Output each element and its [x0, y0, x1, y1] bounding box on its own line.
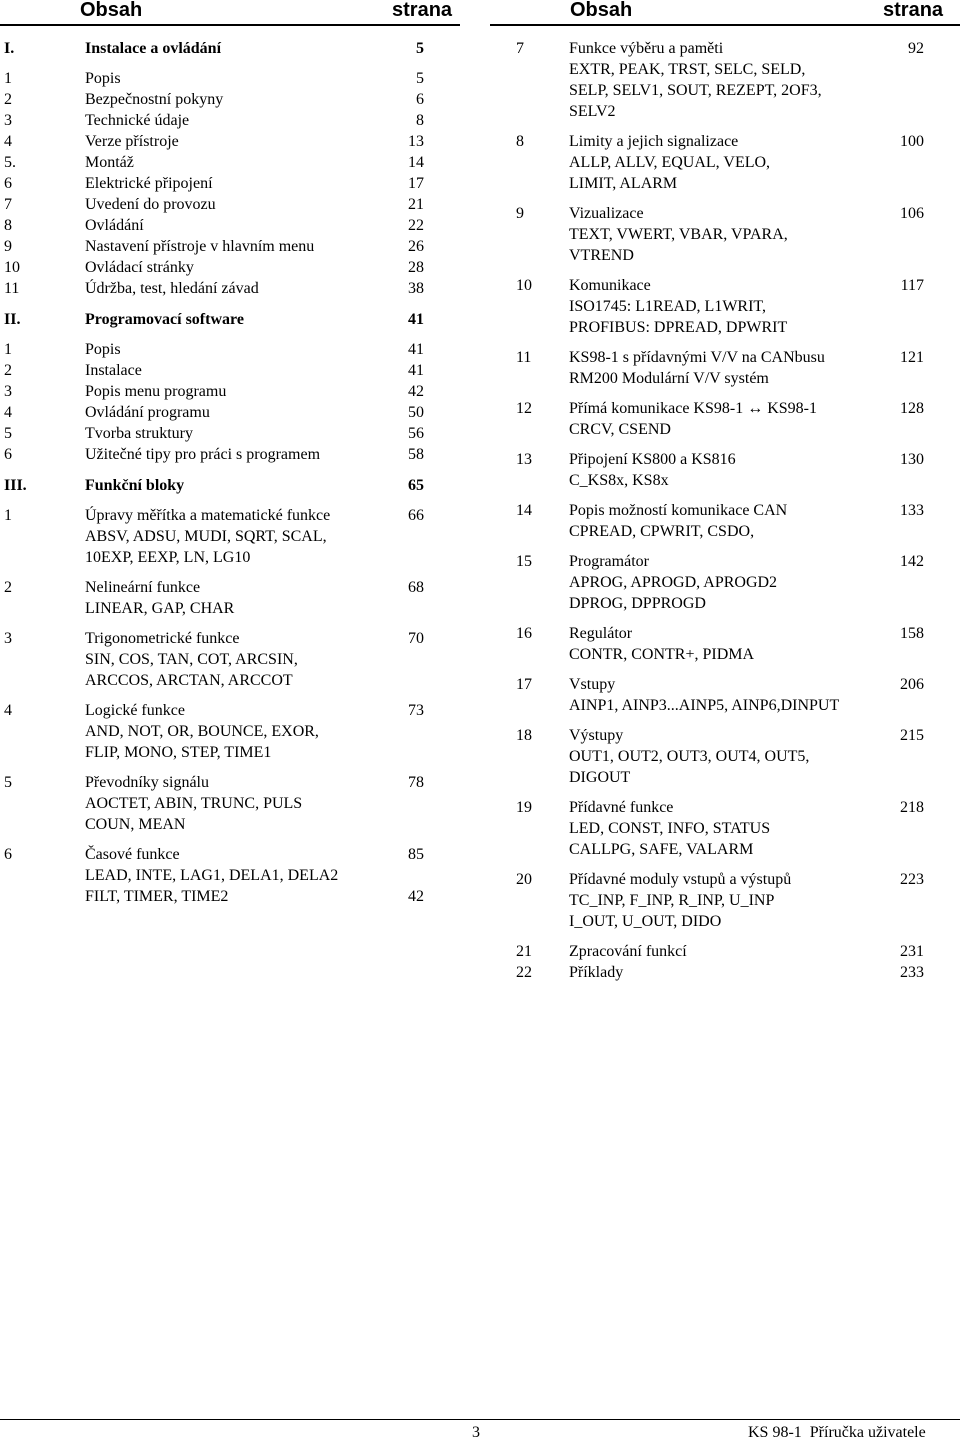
entry-page: 231	[900, 943, 924, 960]
right-header-strana: strana	[883, 0, 944, 21]
entry-subtitle: AND, NOT, OR, BOUNCE, EXOR,	[85, 723, 319, 740]
entry-title	[85, 257, 194, 278]
entry-page: 21	[408, 196, 424, 213]
entry-title-text: Nelineární funkce	[85, 579, 201, 596]
entry-page: 142	[900, 553, 924, 570]
entry-subtitle: CRCV, CSEND	[569, 421, 671, 438]
entry-subtitle: SIN, COS, TAN, COT, ARCSIN,	[85, 651, 298, 668]
entry-title	[85, 278, 259, 299]
entry-number: 2	[4, 91, 12, 108]
entry-title	[569, 38, 822, 122]
entry-title	[85, 772, 302, 835]
section-roman: I.	[4, 40, 15, 57]
entry-title-text: Uvedení do provozu	[85, 196, 216, 213]
entry-number: 17	[516, 676, 532, 693]
footer-page-number: 3	[472, 1424, 480, 1441]
toc-entry	[516, 674, 926, 716]
entry-page: 206	[900, 676, 924, 693]
entry-page: 50	[408, 404, 424, 421]
entry-title-text: Ovládání	[85, 217, 144, 234]
section-roman: III.	[4, 477, 27, 494]
entry-title	[85, 339, 121, 360]
entry-page: 106	[900, 205, 924, 222]
entry-subtitle: C_KS8x, KS8x	[569, 472, 669, 489]
entry-title	[569, 797, 770, 860]
entry-number: 9	[516, 205, 524, 222]
entry-subtitle: APROG, APROGD, APROGD2	[569, 574, 778, 591]
toc-entry	[4, 339, 434, 360]
entry-title	[569, 623, 754, 665]
entry-title-text: Technické údaje	[85, 112, 190, 129]
entry-title	[85, 381, 226, 402]
entry-subtitle: OUT1, OUT2, OUT3, OUT4, OUT5,	[569, 748, 810, 765]
entry-page: 17	[408, 175, 424, 192]
left-header-rule	[0, 24, 460, 26]
toc-entry	[4, 700, 434, 763]
footer-rule	[0, 1419, 960, 1420]
entry-number: 1	[4, 70, 12, 87]
entry-page: 92	[908, 40, 924, 57]
entry-page: 158	[900, 625, 924, 642]
entry-title	[85, 173, 213, 194]
entry-title-text: Přímá komunikace KS98-1 ↔ KS98-1	[569, 400, 817, 417]
entry-page: 8	[416, 112, 424, 129]
entry-title-text: Vizualizace	[569, 205, 644, 222]
entry-subtitle: I_OUT, U_OUT, DIDO	[569, 913, 722, 930]
left-header-obsah: Obsah	[80, 0, 143, 21]
entry-title	[569, 941, 687, 962]
entry-title-text: Přídavné moduly vstupů a výstupů	[569, 871, 792, 888]
entry-title-text: Převodníky signálu	[85, 774, 209, 791]
toc-entry	[516, 449, 926, 491]
toc-entry	[4, 131, 434, 152]
entry-page: 73	[408, 702, 424, 719]
entry-subtitle: LINEAR, GAP, CHAR	[85, 600, 235, 617]
entry-title-text: Užitečné tipy pro práci s programem	[85, 446, 321, 463]
entry-page: 128	[900, 400, 924, 417]
section-page: 5	[416, 40, 424, 57]
entry-title	[85, 110, 189, 131]
entry-number: 5	[4, 425, 12, 442]
entry-page: 41	[408, 341, 424, 358]
entry-title-text: Přídavné funkce	[569, 799, 674, 816]
entry-number: 2	[4, 362, 12, 379]
entry-subtitle: DPROG, DPPROGD	[569, 595, 706, 612]
entry-title-text: Programátor	[569, 553, 649, 570]
entry-subtitle: VTREND	[569, 247, 634, 264]
entry-subtitle: RM200 Modulární V/V systém	[569, 370, 769, 387]
entry-title	[85, 577, 234, 619]
entry-number: 12	[516, 400, 532, 417]
toc-entry	[516, 962, 926, 983]
entry-number: 13	[516, 451, 532, 468]
entry-title	[85, 844, 338, 907]
toc-entry	[4, 423, 434, 444]
entry-page: 215	[900, 727, 924, 744]
toc-entry	[516, 941, 926, 962]
entry-page: 14	[408, 154, 424, 171]
toc-entry	[4, 215, 434, 236]
entry-title	[85, 360, 142, 381]
entry-page: 13	[408, 133, 424, 150]
entry-page-second: 42	[408, 888, 424, 905]
entry-subtitle: AINP1, AINP3...AINP5, AINP6,DINPUT	[569, 697, 840, 714]
entry-number: 1	[4, 507, 12, 524]
toc-entry	[4, 173, 434, 194]
entry-number: 19	[516, 799, 532, 816]
toc-entry	[516, 725, 926, 788]
entry-title-text: Regulátor	[569, 625, 633, 642]
entry-title-text: Úpravy měřítka a matematické funkce	[85, 507, 331, 524]
section-title: Funkční bloky	[85, 477, 185, 494]
entry-title-text: Instalace	[85, 362, 142, 379]
toc-entry	[516, 551, 926, 614]
entry-page: 218	[900, 799, 924, 816]
section-title: Programovací software	[85, 311, 244, 328]
toc-entry	[4, 89, 434, 110]
toc-entry	[4, 110, 434, 131]
toc-entry	[4, 628, 434, 691]
entry-title-text: Funkce výběru a paměti	[569, 40, 724, 57]
entry-title-text: Popis	[85, 341, 121, 358]
entry-page: 58	[408, 446, 424, 463]
entry-page: 66	[408, 507, 424, 524]
toc-entry	[4, 194, 434, 215]
entry-page: 5	[416, 70, 424, 87]
entry-subtitle: COUN, MEAN	[85, 816, 186, 833]
entry-title	[569, 347, 825, 389]
entry-number: 1	[4, 341, 12, 358]
entry-subtitle: ARCCOS, ARCTAN, ARCCOT	[85, 672, 293, 689]
entry-subtitle: LED, CONST, INFO, STATUS	[569, 820, 771, 837]
entry-number: 3	[4, 630, 12, 647]
entry-subtitle: ABSV, ADSU, MUDI, SQRT, SCAL,	[85, 528, 327, 545]
entry-title	[85, 89, 223, 110]
entry-subtitle: DIGOUT	[569, 769, 631, 786]
toc-entry	[4, 152, 434, 173]
entry-page: 26	[408, 238, 424, 255]
entry-title	[85, 628, 298, 691]
toc-entry	[516, 347, 926, 389]
entry-title	[85, 194, 216, 215]
entry-page: 117	[900, 277, 924, 294]
entry-page: 130	[900, 451, 924, 468]
toc-entry	[516, 203, 926, 266]
entry-title-text: Elektrické připojení	[85, 175, 213, 192]
entry-title-text: Verze přístroje	[85, 133, 179, 150]
entry-title	[85, 700, 319, 763]
entry-number: 5	[4, 774, 12, 791]
entry-page: 22	[408, 217, 424, 234]
toc-entry	[516, 500, 926, 542]
entry-page: 85	[408, 846, 424, 863]
right-header-obsah: Obsah	[570, 0, 633, 21]
entry-title	[569, 674, 839, 716]
entry-title	[85, 444, 320, 465]
left-toc-column	[4, 38, 434, 916]
entry-page: 56	[408, 425, 424, 442]
entry-title-text: Bezpečnostní pokyny	[85, 91, 224, 108]
entry-number: 7	[516, 40, 524, 57]
section-heading	[4, 475, 434, 497]
entry-title-text: Časové funkce	[85, 846, 180, 863]
entry-title	[85, 152, 134, 173]
entry-number: 11	[4, 280, 20, 297]
entry-title-text: Ovládání programu	[85, 404, 210, 421]
toc-entry	[4, 360, 434, 381]
right-toc-column	[516, 38, 926, 983]
left-header-strana: strana	[392, 0, 453, 21]
entry-title	[85, 215, 144, 236]
entry-subtitle: ALLP, ALLV, EQUAL, VELO,	[569, 154, 771, 171]
entry-page: 78	[408, 774, 424, 791]
entry-page: 100	[900, 133, 924, 150]
entry-title	[85, 236, 314, 257]
entry-subtitle: CPREAD, CPWRIT, CSDO,	[569, 523, 755, 540]
entry-title	[569, 962, 623, 983]
entry-number: 10	[4, 259, 20, 276]
entry-title-text: Údržba, test, hledání závad	[85, 280, 259, 297]
entry-title-text: Popis menu programu	[85, 383, 227, 400]
right-column-header	[490, 0, 960, 24]
entry-number: 21	[516, 943, 532, 960]
entry-title	[569, 275, 787, 338]
toc-entry	[4, 577, 434, 619]
toc-entry	[516, 131, 926, 194]
entry-subtitle: AOCTET, ABIN, TRUNC, PULS	[85, 795, 303, 812]
toc-entry	[516, 38, 926, 122]
toc-entry	[4, 402, 434, 423]
entry-subtitle: LEAD, INTE, LAG1, DELA1, DELA2	[85, 867, 339, 884]
toc-entry	[516, 398, 926, 440]
section-page: 65	[408, 477, 424, 494]
section-heading	[4, 38, 434, 60]
entry-page: 68	[408, 579, 424, 596]
entry-number: 6	[4, 446, 12, 463]
left-column-header	[0, 0, 460, 24]
entry-title	[85, 131, 179, 152]
toc-entry	[516, 275, 926, 338]
entry-title-text: KS98-1 s přídavnými V/V na CANbusu	[569, 349, 825, 366]
entry-subtitle: PROFIBUS: DPREAD, DPWRIT	[569, 319, 788, 336]
entry-title	[85, 505, 330, 568]
toc-entry	[4, 278, 434, 299]
entry-title	[569, 500, 787, 542]
entry-number: 3	[4, 383, 12, 400]
entry-number: 4	[4, 702, 12, 719]
entry-title-text: Připojení KS800 a KS816	[569, 451, 736, 468]
entry-title-text: Popis	[85, 70, 121, 87]
entry-subtitle: SELV2	[569, 103, 616, 120]
section-page: 41	[408, 311, 424, 328]
toc-entry	[4, 257, 434, 278]
entry-subtitle: CONTR, CONTR+, PIDMA	[569, 646, 755, 663]
entry-title	[569, 551, 777, 614]
entry-page: 233	[900, 964, 924, 981]
entry-page: 28	[408, 259, 424, 276]
entry-title	[569, 203, 788, 266]
entry-subtitle: EXTR, PEAK, TRST, SELC, SELD,	[569, 61, 806, 78]
entry-subtitle: SELP, SELV1, SOUT, REZEPT, 2OF3,	[569, 82, 822, 99]
toc-entry	[4, 236, 434, 257]
toc-entry	[516, 623, 926, 665]
toc-entry	[4, 381, 434, 402]
entry-title-text: Popis možností komunikace CAN	[569, 502, 788, 519]
entry-number: 14	[516, 502, 532, 519]
entry-number: 4	[4, 404, 12, 421]
entry-number: 6	[4, 175, 12, 192]
entry-number: 6	[4, 846, 12, 863]
entry-title-text: Vstupy	[569, 676, 616, 693]
entry-title	[569, 131, 770, 194]
entry-subtitle: FLIP, MONO, STEP, TIME1	[85, 744, 272, 761]
entry-number: 20	[516, 871, 532, 888]
entry-page: 6	[416, 91, 424, 108]
entry-title	[85, 423, 193, 444]
entry-number: 18	[516, 727, 532, 744]
entry-page: 41	[408, 362, 424, 379]
entry-subtitle: 10EXP, EEXP, LN, LG10	[85, 549, 251, 566]
toc-entry	[4, 772, 434, 835]
entry-number: 22	[516, 964, 532, 981]
entry-title-text: Příklady	[569, 964, 624, 981]
entry-number: 3	[4, 112, 12, 129]
entry-number: 8	[4, 217, 12, 234]
entry-title-text: Limity a jejich signalizace	[569, 133, 739, 150]
entry-title-text: Nastavení přístroje v hlavním menu	[85, 238, 315, 255]
toc-entry	[4, 844, 434, 907]
entry-title-text: Ovládací stránky	[85, 259, 194, 276]
entry-page: 133	[900, 502, 924, 519]
entry-page: 121	[900, 349, 924, 366]
entry-number: 15	[516, 553, 532, 570]
entry-page: 38	[408, 280, 424, 297]
toc-entry	[516, 869, 926, 932]
entry-number: 10	[516, 277, 532, 294]
toc-entry	[4, 68, 434, 89]
entry-subtitle: TC_INP, F_INP, R_INP, U_INP	[569, 892, 775, 909]
entry-subtitle: TEXT, VWERT, VBAR, VPARA,	[569, 226, 788, 243]
entry-title-text: Komunikace	[569, 277, 651, 294]
section-roman: II.	[4, 311, 21, 328]
entry-number: 8	[516, 133, 524, 150]
entry-title-text: Montáž	[85, 154, 134, 171]
entry-title	[85, 68, 121, 89]
toc-entry	[4, 505, 434, 568]
entry-title-text: Tvorba struktury	[85, 425, 193, 442]
right-header-rule	[490, 24, 960, 26]
entry-number: 11	[516, 349, 532, 366]
entry-title-text: Zpracování funkcí	[569, 943, 687, 960]
toc-entry	[516, 797, 926, 860]
footer-doc-title: KS 98-1 Příručka uživatele	[748, 1424, 926, 1441]
entry-page: 42	[408, 383, 424, 400]
entry-title	[569, 449, 736, 491]
entry-title	[569, 398, 817, 440]
entry-number: 7	[4, 196, 12, 213]
entry-title-text: Logické funkce	[85, 702, 185, 719]
entry-subtitle: ISO1745: L1READ, L1WRIT,	[569, 298, 767, 315]
entry-title-text: Trigonometrické funkce	[85, 630, 240, 647]
entry-number: 9	[4, 238, 12, 255]
section-title: Instalace a ovládání	[85, 40, 222, 57]
entry-number: 5.	[4, 154, 16, 171]
entry-page: 70	[408, 630, 424, 647]
entry-number: 16	[516, 625, 532, 642]
entry-number: 2	[4, 579, 12, 596]
entry-title	[85, 402, 210, 423]
section-heading	[4, 309, 434, 331]
entry-subtitle: CALLPG, SAFE, VALARM	[569, 841, 754, 858]
entry-number: 4	[4, 133, 12, 150]
entry-page: 223	[900, 871, 924, 888]
toc-entry	[4, 444, 434, 465]
entry-title-text: Výstupy	[569, 727, 624, 744]
entry-title	[569, 869, 791, 932]
entry-subtitle: FILT, TIMER, TIME2	[85, 888, 229, 905]
entry-title	[569, 725, 809, 788]
entry-subtitle: LIMIT, ALARM	[569, 175, 678, 192]
